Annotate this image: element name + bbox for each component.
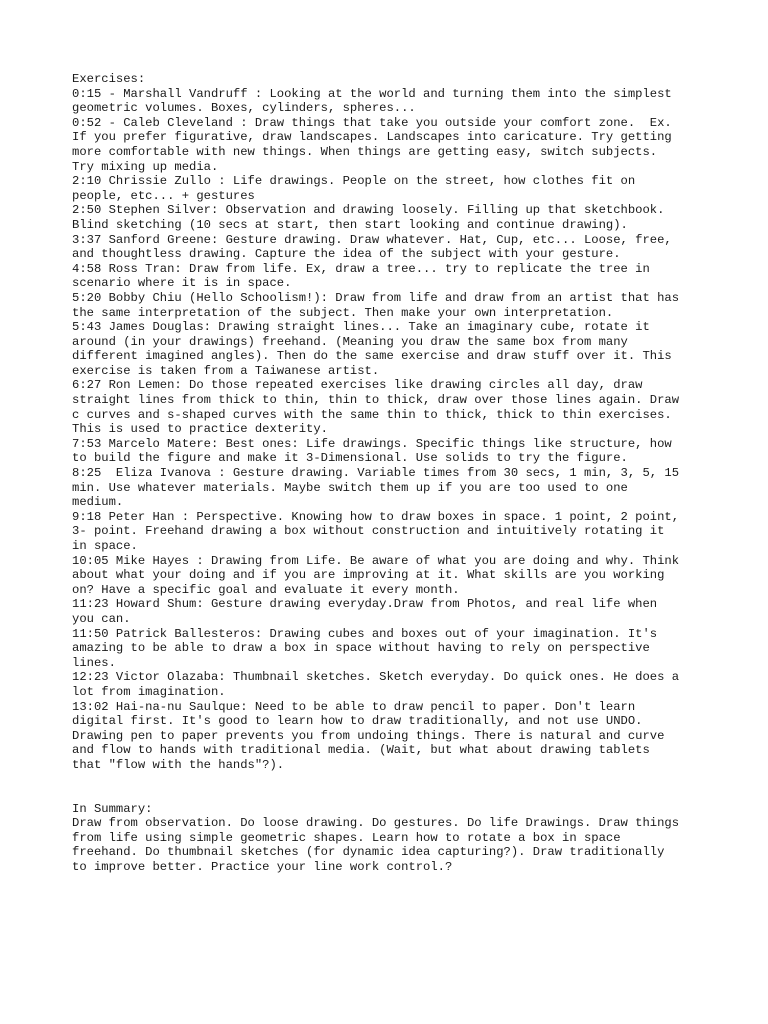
exercise-text-line: around (in your drawings) freehand. (Meaning you draw the same box from many	[72, 334, 628, 349]
exercise-text-line: Try mixing up media.	[72, 159, 219, 174]
exercise-text-line: 9:18 Peter Han : Perspective. Knowing how to draw boxes in space. 1 point, 2 point,	[72, 509, 680, 524]
exercise-text-line: 3- point. Freehand drawing a box without construction and intuitively rotating it	[72, 524, 665, 539]
exercise-text-line: 3:37 Sanford Greene: Gesture drawing. Draw whatever. Hat, Cup, etc... Loose, free,	[72, 232, 672, 247]
exercise-text-line: medium.	[72, 495, 124, 510]
exercise-text-line: lot from imagination.	[72, 684, 226, 699]
summary-section	[72, 802, 712, 875]
exercise-text-line: about what your doing and if you are improving at it. What skills are you working	[72, 568, 665, 583]
section-spacer	[72, 773, 712, 802]
summary-text-line: freehand. Do thumbnail sketches (for dynamic idea capturing?). Draw traditionally	[72, 845, 665, 860]
exercise-text-line: in space.	[72, 539, 138, 553]
exercise-text-line: 6:27 Ron Lemen: Do those repeated exercises like drawing circles all day, draw	[72, 378, 643, 393]
exercises-body	[72, 87, 712, 773]
exercise-text-line: more comfortable with new things. When things are getting easy, switch subjects.	[72, 144, 658, 159]
exercise-text-line: 5:43 James Douglas: Drawing straight lines... Take an imaginary cube, rotate it	[72, 320, 650, 335]
exercise-text-line: amazing to be able to draw a box in space without having to rely on perspective	[72, 641, 650, 656]
exercise-text-line: 5:20 Bobby Chiu (Hello Schoolism!): Draw from life and draw from an artist that has	[72, 290, 680, 305]
exercise-text-line: 0:15 - Marshall Vandruff : Looking at the world and turning them into the simplest	[72, 86, 672, 101]
exercise-text-line: different imagined angles). Then do the same exercise and draw stuff over it. This	[72, 349, 672, 364]
summary-text-line: Draw from observation. Do loose drawing. Do gestures. Do life Drawings. Draw things	[72, 816, 680, 831]
exercise-text-line: scenario where it is in space.	[72, 276, 292, 291]
exercise-text-line: 10:05 Mike Hayes : Drawing from Life. Be aware of what you are doing and why. Think	[72, 553, 680, 568]
exercise-text-line: c curves and s-shaped curves with the same thin to thick, thick to thin exercises.	[72, 407, 672, 422]
exercise-text-line: digital first. It's good to learn how to draw traditionally, and not use UNDO.	[72, 714, 643, 729]
exercises-heading: Exercises:	[72, 72, 146, 86]
exercise-text-line: This is used to practice dexterity.	[72, 422, 328, 437]
exercise-text-line: 8:25 Eliza Ivanova : Gesture drawing. Variable times from 30 secs, 1 min, 3, 5, 15	[72, 466, 680, 481]
exercise-text-line: 13:02 Hai-na-nu Saulque: Need to be able to draw pencil to paper. Don't learn	[72, 699, 636, 714]
exercise-text-line: 11:23 Howard Shum: Gesture drawing everyday.Draw from Photos, and real life when	[72, 597, 658, 612]
summary-heading: In Summary:	[72, 801, 153, 816]
document-page	[72, 72, 712, 875]
exercise-text-line: and flow to hands with traditional media. (Wait, but what about drawing tablets	[72, 743, 650, 758]
exercise-text-line: If you prefer figurative, draw landscapes. Landscapes into caricature. Try getting	[72, 130, 672, 145]
exercise-text-line: min. Use whatever materials. Maybe switch them up if you are too used to one	[72, 480, 628, 495]
exercise-text-line: that "flow with the hands"?).	[72, 757, 285, 772]
exercises-section	[72, 72, 712, 773]
summary-body	[72, 816, 712, 874]
exercise-text-line: 2:50 Stephen Silver: Observation and drawing loosely. Filling up that sketchbook.	[72, 203, 665, 218]
summary-text-line: from life using simple geometric shapes. Learn how to rotate a box in space	[72, 830, 621, 845]
exercise-text-line: you can.	[72, 611, 131, 626]
exercise-text-line: 0:52 - Caleb Cleveland : Draw things that take you outside your comfort zone. Ex.	[72, 115, 672, 130]
exercise-text-line: on? Have a specific goal and evaluate it every month.	[72, 582, 460, 597]
exercise-text-line: exercise is taken from a Taiwanese artist.	[72, 363, 380, 378]
exercise-text-line: people, etc... + gestures	[72, 188, 255, 203]
exercise-text-line: 4:58 Ross Tran: Draw from life. Ex, draw a tree... try to replicate the tree in	[72, 261, 650, 276]
exercise-text-line: geometric volumes. Boxes, cylinders, spheres...	[72, 101, 416, 116]
exercise-text-line: 11:50 Patrick Ballesteros: Drawing cubes and boxes out of your imagination. It's	[72, 626, 658, 641]
exercise-text-line: Blind sketching (10 secs at start, then start looking and continue drawing).	[72, 217, 628, 232]
exercise-text-line: Drawing pen to paper prevents you from undoing things. There is natural and curve	[72, 728, 665, 743]
exercise-text-line: the same interpretation of the subject. Then make your own interpretation.	[72, 305, 614, 320]
exercise-text-line: 7:53 Marcelo Matere: Best ones: Life drawings. Specific things like structure, how	[72, 436, 672, 451]
exercise-text-line: straight lines from thick to thin, thin to thick, draw over those lines again. Draw	[72, 393, 680, 408]
exercise-text-line: and thoughtless drawing. Capture the idea of the subject with your gesture.	[72, 247, 621, 262]
exercise-text-line: lines.	[72, 655, 116, 670]
exercise-text-line: 12:23 Victor Olazaba: Thumbnail sketches. Sketch everyday. Do quick ones. He does a	[72, 670, 680, 685]
exercise-text-line: 2:10 Chrissie Zullo : Life drawings. People on the street, how clothes fit on	[72, 174, 636, 189]
summary-text-line: to improve better. Practice your line work control.?	[72, 860, 453, 875]
exercise-text-line: to build the figure and make it 3-Dimensional. Use solids to try the figure.	[72, 451, 628, 466]
